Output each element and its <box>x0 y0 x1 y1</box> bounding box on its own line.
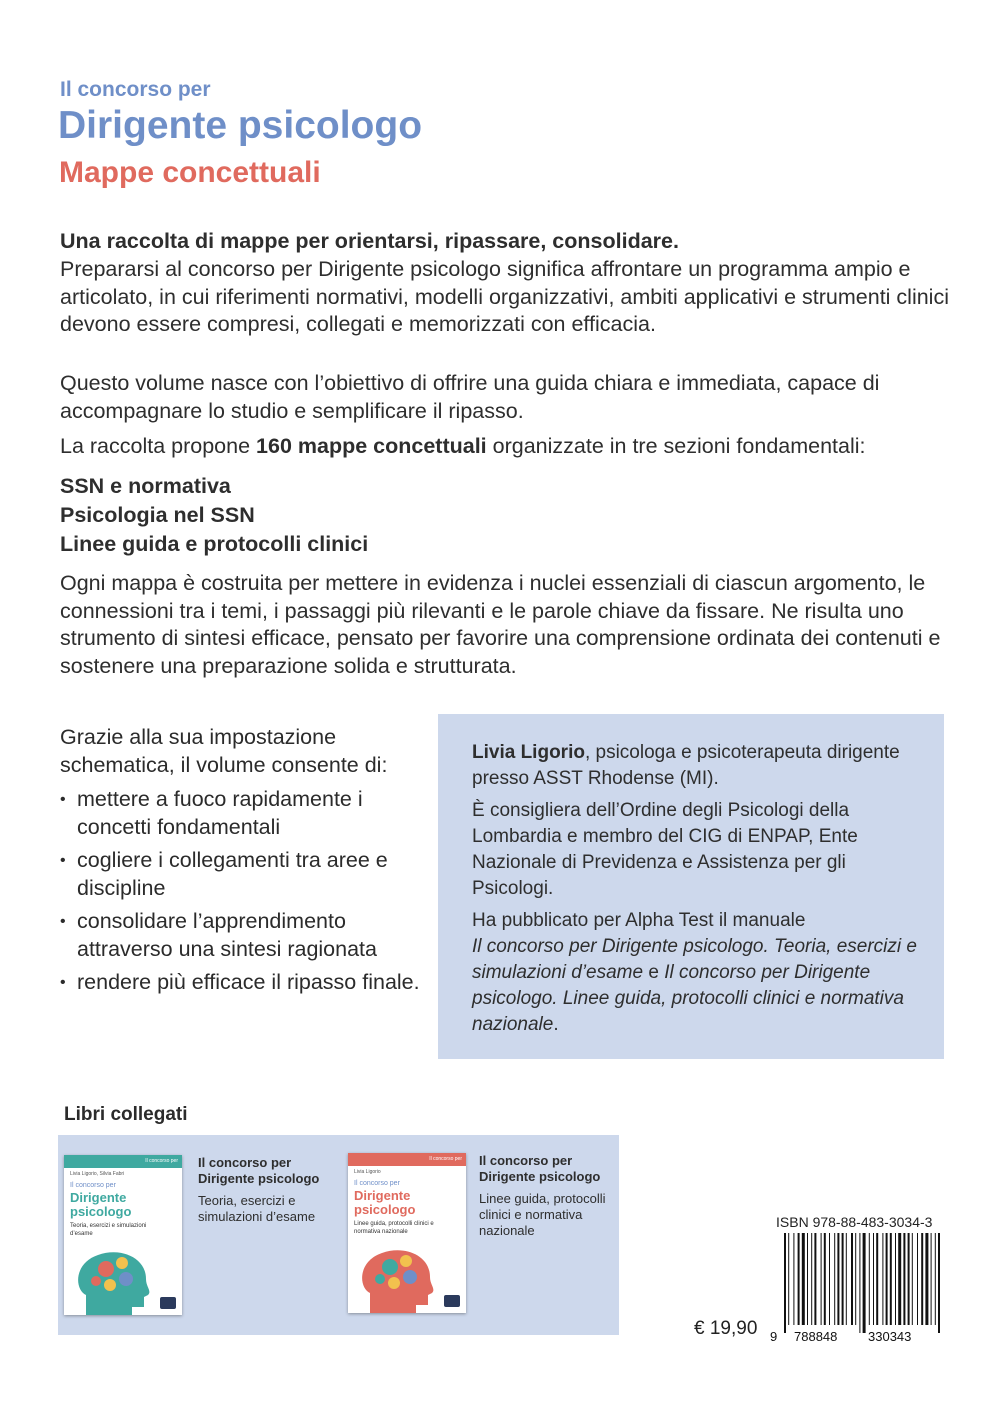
author-bio-text: È consigliera dell’Ordine degli Psicologi della Lombardia e membro del CIG di ENPAP, Ente Nazionale di Previdenza e Assistenza per gli Psicologi. <box>472 800 858 899</box>
section-list <box>60 472 368 559</box>
barcode-bar <box>814 1233 816 1325</box>
related-books-panel <box>58 1135 619 1335</box>
barcode-digits-right: 330343 <box>868 1329 912 1343</box>
barcode-bar <box>784 1233 786 1333</box>
book-title: Dirigente psicologo <box>58 104 423 147</box>
intro-paragraph-1: Prepararsi al concorso per Dirigente psicologo significa affrontare un programma ampio e articolato, in cui riferimenti normativi, modelli organizzativi, ambiti applicativi e strumenti clinici devono essere compresi, collegati e memorizzati con efficacia. <box>60 257 949 336</box>
list-item: • rendere più efficace il ripasso finale. <box>60 969 430 997</box>
benefits-intro: Grazie alla sua impostazione schematica, il volume consente di: <box>60 725 388 777</box>
series-kicker: Il concorso per <box>60 78 211 101</box>
author-name: Livia Ligorio <box>472 742 585 763</box>
book-cover-2[interactable]: Il concorso per Livia Ligorio Il concorso per Dirigente psicologo Linee guida, protocolli clinici e normativa nazionale <box>348 1153 466 1313</box>
book-info-2: Il concorso per Dirigente psicologo Linee guida, protocolli clinici e normativa nazionale <box>479 1153 606 1238</box>
book-info-1: Il concorso per Dirigente psicologo Teoria, esercizi e simulazioni d’esame <box>198 1155 320 1224</box>
barcode-bar <box>912 1233 913 1325</box>
section-item: Psicologia nel SSN <box>60 503 255 527</box>
barcode-bar <box>846 1233 847 1325</box>
barcode-bar <box>863 1233 866 1333</box>
list-item: • consolidare l’apprendimento attraverso una sintesi ragionata <box>60 908 430 963</box>
barcode-bar <box>890 1233 892 1325</box>
barcode-bar <box>925 1233 928 1325</box>
barcode-bar <box>851 1233 853 1325</box>
barcode-bar <box>898 1233 901 1325</box>
map-count: 160 mappe concettuali <box>256 434 487 458</box>
description-paragraph: Ogni mappa è costruita per mettere in evidenza i nuclei essenziali di ciascun argomento, le connessioni tra i temi, i passaggi più rilevanti e le parole chiave da fissare. Ne risulta uno strumento di sintesi efficace, pensato per favorire una comprensione ordinata dei contenuti e sostenere una preparazione solida e strutturata. <box>60 571 941 678</box>
list-item: • cogliere i collegamenti tra aree e discipline <box>60 847 430 902</box>
barcode-bar <box>935 1233 936 1325</box>
isbn-label: ISBN 978-88-483-3034-3 <box>776 1214 933 1230</box>
related-book-2-title: Il concorso per Dirigente psicologo. Linee guida, protocolli clinici e normativa nazionale <box>472 962 904 1035</box>
lead-paragraph: Una raccolta di mappe per orientarsi, ripassare, consolidare. <box>60 229 679 253</box>
barcode-bar <box>876 1233 878 1325</box>
barcode-bar <box>811 1233 812 1325</box>
book-cover-1[interactable]: Il concorso per Livia Ligorio, Silvia Fabri Il concorso per Dirigente psicologo Teoria, esercizi e simulazioni d’esame <box>64 1155 182 1315</box>
intro-paragraph-3: La raccolta propone 160 mappe concettuali organizzate in tre sezioni fondamentali: <box>60 434 866 458</box>
barcode-bar <box>859 1233 860 1333</box>
barcode-bar <box>821 1233 822 1325</box>
barcode-digit-1: 9 <box>770 1329 778 1343</box>
section-item: SSN e normativa <box>60 474 231 498</box>
barcode-bar <box>837 1233 839 1325</box>
barcode-bar <box>807 1233 808 1325</box>
price: € 19,90 <box>694 1318 758 1339</box>
barcode-digits-left: 788848 <box>794 1329 838 1343</box>
publisher-logo-icon <box>444 1295 460 1307</box>
section-item: Linee guida e protocolli clinici <box>60 532 369 556</box>
barcode-bar <box>908 1233 910 1325</box>
barcode-bar <box>931 1233 932 1325</box>
barcode-bar <box>869 1233 870 1325</box>
barcode-bar <box>834 1233 835 1325</box>
barcode-bar <box>917 1233 918 1325</box>
cover-title: Dirigente psicologo <box>354 1188 416 1217</box>
barcode-bar <box>886 1233 888 1325</box>
barcode-bar <box>873 1233 874 1325</box>
publisher-logo-icon <box>160 1297 176 1309</box>
book-subtitle: Mappe concettuali <box>59 156 321 189</box>
barcode-bar <box>921 1233 923 1325</box>
barcode-bar <box>829 1233 830 1325</box>
related-books-heading: Libri collegati <box>64 1104 188 1125</box>
barcode-bar <box>882 1233 883 1325</box>
barcode-bar <box>855 1233 856 1325</box>
list-item: • mettere a fuoco rapidamente i concetti fondamentali <box>60 786 430 841</box>
barcode-icon <box>770 1233 948 1343</box>
benefits-list <box>60 786 430 1003</box>
barcode-bar <box>798 1233 800 1325</box>
barcode-bar <box>903 1233 905 1325</box>
barcode-bar <box>895 1233 896 1325</box>
author-bio: Livia Ligorio, psicologa e psicoterapeuta dirigente presso ASST Rhodense (MI). È consigliera dell’Ordine degli Psicologi della Lombardia e membro del CIG di ENPAP, Ente Nazionale di Previdenza e Assistenza per gli Psicologi. Ha pubblicato per Alpha Test il manuale Il concorso per Dirigente psicologo. Teoria, esercizi e simulazioni d’esame e Il concorso per Dirigente psicologo. Linee guida, protocolli clinici e normativa nazionale. <box>472 740 932 1044</box>
intro-paragraph-2: Questo volume nasce con l’obiettivo di offrire una guida chiara e immediata, capace di accompagnare lo studio e semplificare il ripasso. <box>60 371 880 423</box>
related-book-1-title: Il concorso per Dirigente psicologo. Teoria, esercizi e simulazioni d’esame <box>472 936 917 983</box>
barcode-bar <box>842 1233 844 1325</box>
barcode-bar <box>793 1233 794 1325</box>
cover-title: Dirigente psicologo <box>70 1190 132 1219</box>
barcode-bar <box>824 1233 826 1325</box>
barcode-bar <box>938 1233 940 1333</box>
barcode-bar <box>802 1233 805 1325</box>
barcode-bar <box>788 1233 789 1325</box>
